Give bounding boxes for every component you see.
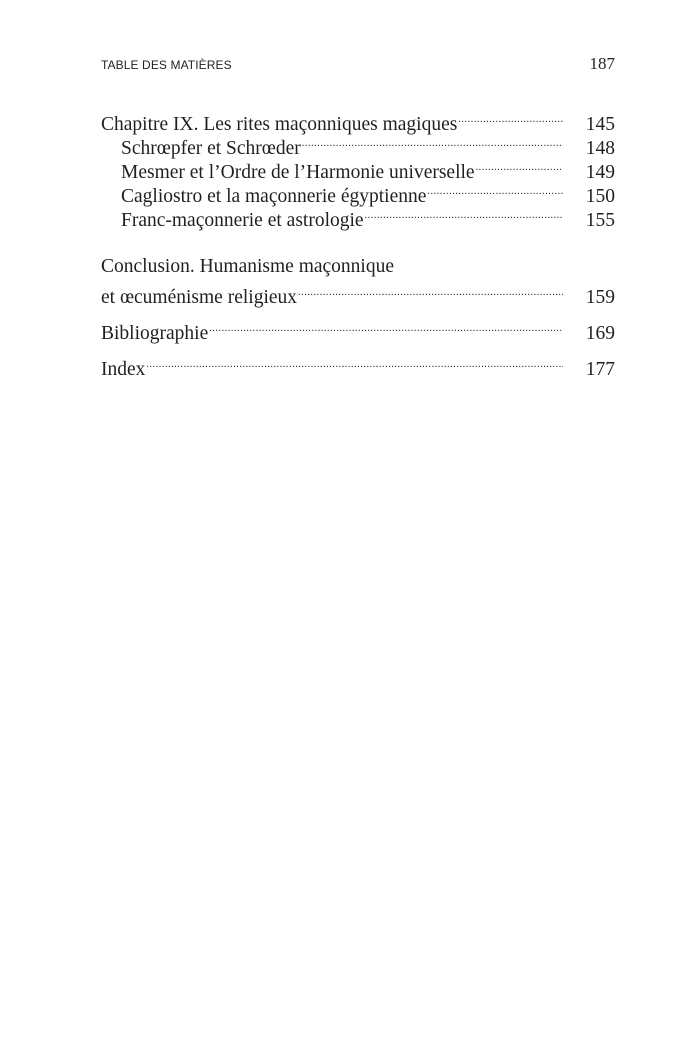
toc-entry-title: Chapitre IX. Les rites maçonniques magiques	[101, 114, 458, 135]
toc-entry-title: Cagliostro et la maçonnerie égyptienne	[121, 186, 427, 207]
dot-leader	[209, 315, 563, 339]
toc-entry-page: 169	[585, 323, 615, 344]
toc-entry-title: Schrœpfer et Schrœder	[121, 138, 301, 159]
toc-chapter-ix	[101, 106, 615, 231]
dot-leader	[365, 202, 563, 226]
toc-entry-page: 149	[585, 162, 615, 183]
toc-entry-title: Bibliographie	[101, 323, 209, 344]
toc-entry-page: 155	[585, 210, 615, 231]
toc-entry-page: 148	[585, 138, 615, 159]
toc-entry-title: Conclusion. Humanisme maçonnique	[101, 256, 394, 277]
dot-leader	[302, 130, 563, 154]
table-of-contents	[101, 106, 615, 380]
dot-leader	[427, 178, 563, 202]
dot-leader	[298, 279, 563, 303]
toc-entry-page: 159	[585, 287, 615, 308]
toc-conclusion	[101, 255, 615, 308]
toc-entry-page: 150	[585, 186, 615, 207]
toc-entry-chapter	[101, 106, 615, 135]
toc-entry-index	[101, 351, 615, 380]
toc-entry-title: Mesmer et l’Ordre de l’Harmonie universelle	[121, 162, 475, 183]
toc-entry-title: et œcuménisme religieux	[101, 287, 298, 308]
toc-entry-bibliography	[101, 315, 615, 344]
dot-leader	[476, 154, 563, 178]
dot-leader	[146, 351, 563, 375]
toc-entry-page: 177	[585, 359, 615, 380]
running-title: TABLE DES MATIÈRES	[101, 58, 232, 72]
toc-entry-conclusion-line2	[101, 279, 615, 308]
toc-entry-title: Index	[101, 359, 146, 380]
page-header	[101, 54, 615, 74]
toc-entry-title: Franc-maçonnerie et astrologie	[121, 210, 364, 231]
page-number: 187	[589, 54, 615, 73]
dot-leader	[458, 106, 563, 130]
toc-entry-page: 145	[585, 114, 615, 135]
toc-entry-conclusion-line1	[101, 255, 615, 279]
